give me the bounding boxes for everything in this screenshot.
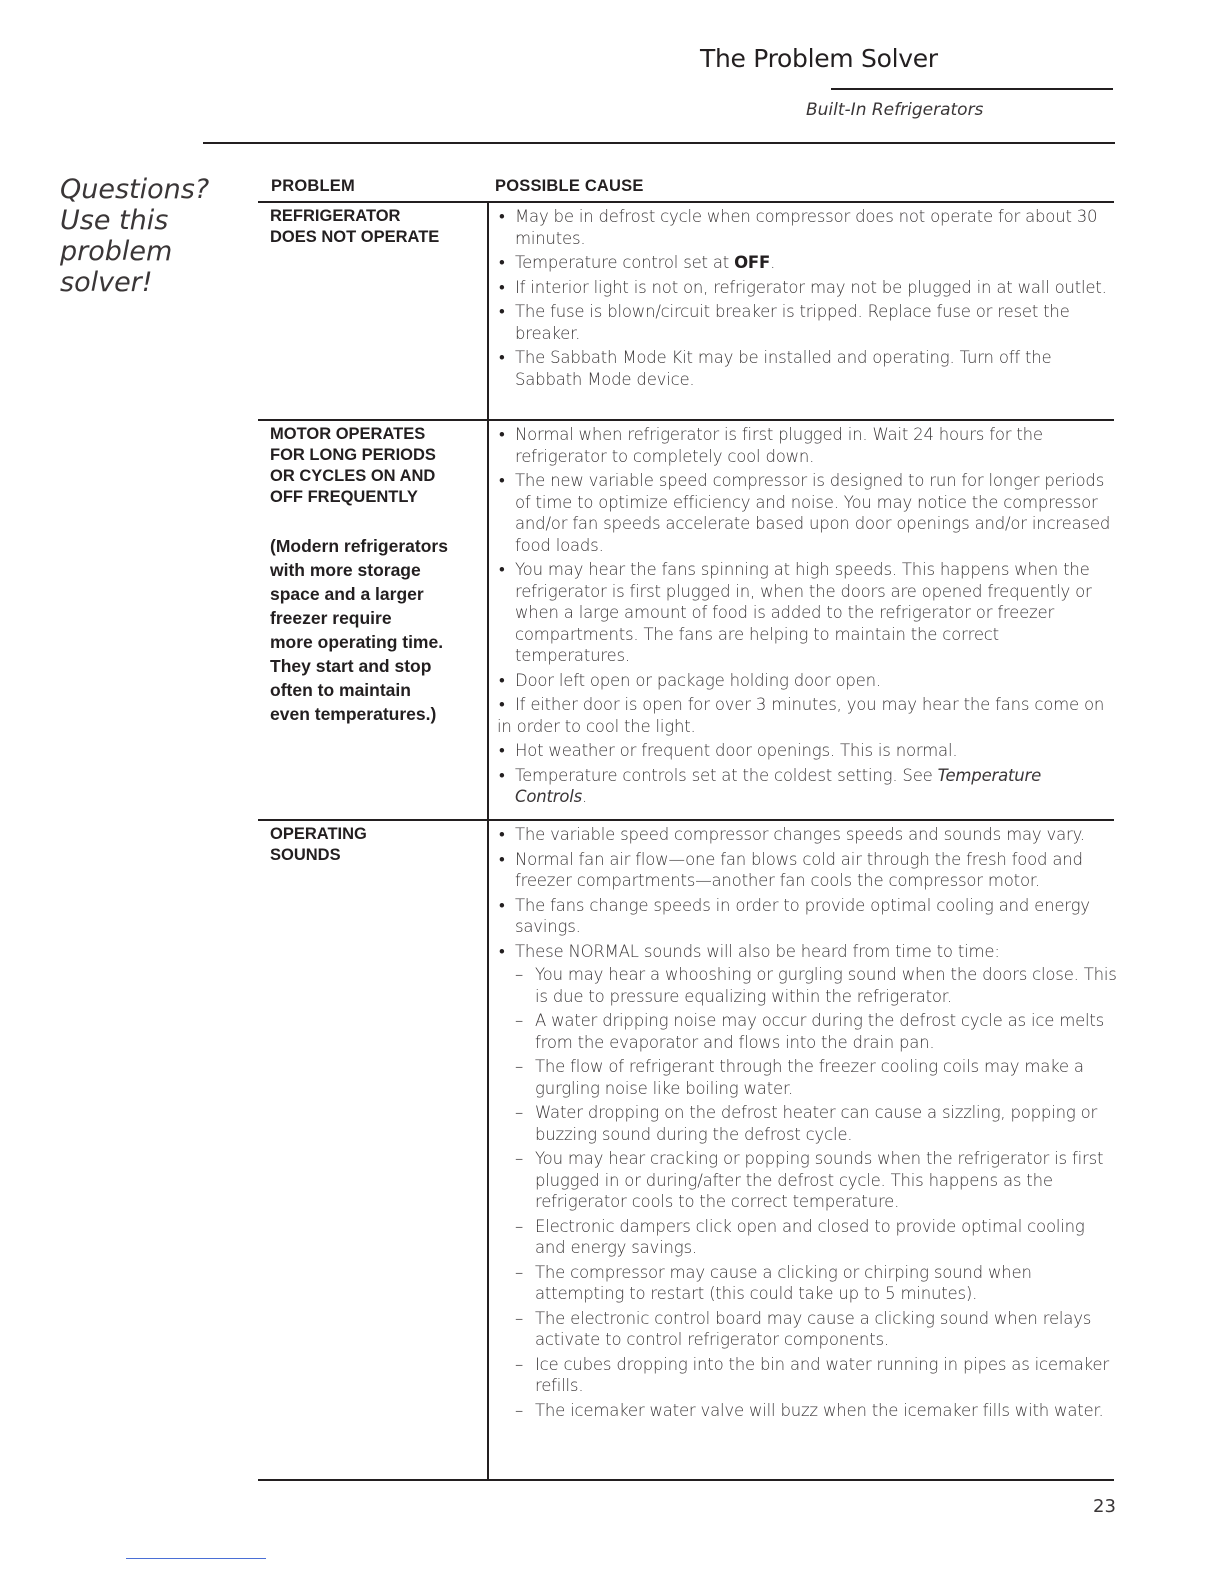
header-rule [831, 88, 1113, 90]
sound-item: – Electronic dampers click open and closed to provide optimal cooling and energy savings. [497, 1216, 1117, 1259]
cause-item [497, 941, 1117, 1422]
cause-item: • Normal fan air flow—one fan blows cold air through the fresh food and freezer compartments—another fan cools the compressor motor. [497, 849, 1117, 892]
side-note-line: solver! [60, 267, 153, 298]
problem-cell [270, 424, 480, 726]
note-line: with more storage [270, 560, 421, 580]
cause-item: • Door left open or package holding door open. [497, 670, 1117, 692]
column-header-problem: PROBLEM [271, 177, 355, 195]
problem-line: SOUNDS [270, 846, 341, 864]
problem-line: OFF FREQUENTLY [270, 488, 418, 506]
note-line: They start and stop [270, 656, 432, 676]
cause-text: . [582, 787, 588, 806]
problem-line: OPERATING [270, 825, 367, 843]
cause-cell [487, 421, 1117, 819]
side-note-line: problem [60, 236, 173, 267]
problem-solver-table [258, 177, 1117, 1481]
cause-item: • The new variable speed compressor is designed to run for longer periods of time to optimize efficiency and noise. You may notice the compressor and/or fan speeds accelerate based upon door openings and/or increased food loads. [497, 470, 1117, 556]
cause-item: • Normal when refrigerator is first plugged in. Wait 24 hours for the refrigerator to completely cool down. [497, 424, 1117, 467]
cause-text: Temperature control set at [515, 253, 735, 272]
sound-item: – You may hear a whooshing or gurgling sound when the doors close. This is due to pressure equalizing within the refrigerator. [497, 964, 1117, 1007]
side-note-line: Use this [60, 205, 169, 236]
sound-item: – Water dropping on the defrost heater can cause a sizzling, popping or buzzing sound during the defrost cycle. [497, 1102, 1117, 1145]
table-row [258, 203, 1114, 421]
note-line: (Modern refrigerators [270, 536, 448, 556]
note-line: often to maintain [270, 680, 411, 700]
problem-line: DOES NOT OPERATE [270, 228, 440, 246]
column-header-cause: POSSIBLE CAUSE [495, 177, 644, 195]
cause-cell [487, 203, 1117, 419]
footer-rule [126, 1558, 266, 1559]
note-line: even temperatures.) [270, 704, 437, 724]
cause-item: • The Sabbath Mode Kit may be installed and operating. Turn off the Sabbath Mode device. [497, 347, 1117, 390]
note-line: freezer require [270, 608, 392, 628]
note-line: space and a larger [270, 584, 424, 604]
cause-text: . [770, 253, 776, 272]
cause-keyword: OFF [734, 253, 771, 272]
cause-item: • If either door is open for over 3 minutes, you may hear the fans come on in order to cool the light. [497, 694, 1117, 737]
sound-item: – The compressor may cause a clicking or chirping sound when attempting to restart (this could take up to 5 minutes). [497, 1262, 1117, 1305]
problem-line: OR CYCLES ON AND [270, 467, 436, 485]
sound-item: – Ice cubes dropping into the bin and water running in pipes as icemaker refills. [497, 1354, 1117, 1397]
problem-cell [270, 206, 480, 248]
sound-item: – You may hear cracking or popping sounds when the refrigerator is first plugged in or during/after the defrost cycle. This happens as the refrigerator cools to the correct temperature. [497, 1148, 1117, 1213]
table-header [258, 177, 1114, 203]
normal-sounds-list [515, 964, 1117, 1421]
problem-cell [270, 824, 480, 866]
sound-item: – The electronic control board may cause a clicking sound when relays activate to control refrigerator components. [497, 1308, 1117, 1351]
sound-item: – The flow of refrigerant through the freezer cooling coils may make a gurgling noise like boiling water. [497, 1056, 1117, 1099]
sound-item: – A water dripping noise may occur during the defrost cycle as ice melts from the evaporator and flows into the drain pan. [497, 1010, 1117, 1053]
cause-item: • May be in defrost cycle when compressor does not operate for about 30 minutes. [497, 206, 1117, 249]
problem-note [270, 534, 480, 726]
problem-line: REFRIGERATOR [270, 207, 401, 225]
table-row [258, 821, 1117, 1481]
table-row [258, 421, 1114, 821]
cause-item: • Hot weather or frequent door openings. This is normal. [497, 740, 1117, 762]
cause-text: These NORMAL sounds will also be heard from time to time: [515, 941, 1000, 961]
cause-item [497, 252, 1117, 274]
cause-item: • The fans change speeds in order to provide optimal cooling and energy savings. [497, 895, 1117, 938]
note-line: more operating time. [270, 632, 444, 652]
section-divider [203, 142, 1115, 144]
page-title: The Problem Solver [700, 44, 938, 73]
cause-item: • The variable speed compressor changes speeds and sounds may vary. [497, 824, 1117, 846]
cause-cell [487, 821, 1117, 1479]
cause-item: • The fuse is blown/circuit breaker is tripped. Replace fuse or reset the breaker. [497, 301, 1117, 344]
page-number: 23 [1093, 1496, 1116, 1517]
cause-item: • If interior light is not on, refrigerator may not be plugged in at wall outlet. [497, 277, 1117, 299]
cause-text: Temperature controls set at the coldest setting. See [515, 765, 938, 785]
problem-line: FOR LONG PERIODS [270, 446, 436, 464]
page-subtitle: Built-In Refrigerators [806, 100, 984, 120]
sound-item: – The icemaker water valve will buzz when the icemaker fills with water. [497, 1400, 1117, 1422]
cause-reference: Temperature Controls [515, 765, 1042, 806]
side-note-line: Questions? [60, 174, 210, 205]
cause-item [497, 765, 1117, 808]
cause-item: • You may hear the fans spinning at high speeds. This happens when the refrigerator is first plugged in, when the doors are opened frequently or when a large amount of food is added to the refrigerator or freezer compartments. The fans are helping to maintain the correct temperatures. [497, 559, 1117, 667]
problem-line: MOTOR OPERATES [270, 425, 426, 443]
side-note [60, 174, 210, 298]
